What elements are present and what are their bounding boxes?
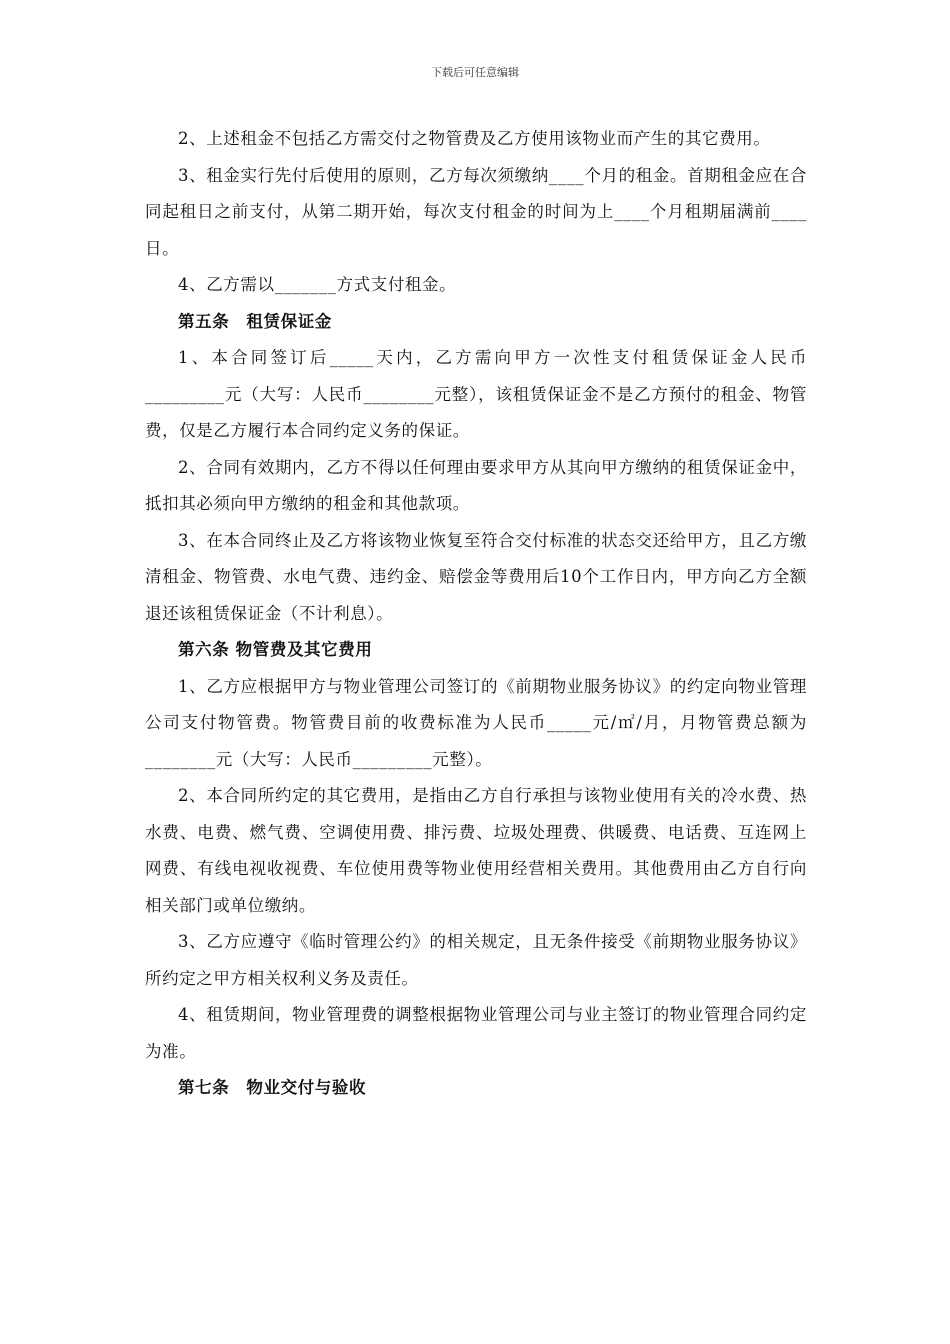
paragraph-rent-exclusions: 2、上述租金不包括乙方需交付之物管费及乙方使用该物业而产生的其它费用。: [178, 129, 771, 148]
paragraph-other-fees: 2、本合同所约定的其它费用，是指由乙方自行承担与该物业使用有关的冷水费、热水费、电费、燃气费、空调使用费、排污费、垃圾处理费、供暖费、电话费、互连网上网费、有线电视收视费、车位使用费等物业使用经营相关费用。其他费用由乙方自行向相关部门或单位缴纳。: [145, 786, 807, 915]
paragraph-fee-adjustment: 4、租赁期间，物业管理费的调整根据物业管理公司与业主签订的物业管理合同约定为准。: [145, 1005, 807, 1061]
section-heading-article-7: 第七条 物业交付与验收: [178, 1078, 367, 1097]
paragraph-management-convention: 3、乙方应遵守《临时管理公约》的相关规定，且无条件接受《前期物业服务协议》所约定之甲方相关权利义务及责任。: [145, 932, 807, 988]
section-heading-article-6: 第六条 物管费及其它费用: [178, 640, 373, 659]
page-header: 下载后可任意编辑: [431, 66, 519, 79]
document-body: [145, 121, 807, 1107]
paragraph-deposit-refund: 3、在本合同终止及乙方将该物业恢复至符合交付标准的状态交还给甲方，且乙方缴清租金、物管费、水电气费、违约金、赔偿金等费用后10个工作日内，甲方向乙方全额退还该租赁保证金（不计利息）。: [145, 530, 807, 623]
paragraph-deposit-payment: 1、本合同签订后_____天内，乙方需向甲方一次性支付租赁保证金人民币_________元（大写：人民币________元整），该租赁保证金不是乙方预付的租金、物管费，仅是乙方履行本合同约定义务的保证。: [145, 348, 807, 440]
section-heading-article-5: 第五条 租赁保证金: [178, 311, 332, 331]
paragraph-deposit-no-offset: 2、合同有效期内，乙方不得以任何理由要求甲方从其向甲方缴纳的租赁保证金中，抵扣其必须向甲方缴纳的租金和其他款项。: [145, 457, 807, 513]
paragraph-rent-payment-method: 4、乙方需以_______方式支付租金。: [178, 275, 457, 294]
paragraph-rent-payment-principle: 3、租金实行先付后使用的原则，乙方每次须缴纳____个月的租金。首期租金应在合同起租日之前支付，从第二期开始，每次支付租金的时间为上____个月租期届满前____日。: [145, 165, 807, 258]
paragraph-management-fee: 1、乙方应根据甲方与物业管理公司签订的《前期物业服务协议》的约定向物业管理公司支付物管费。物管费目前的收费标准为人民币_____元/㎡/月，月物管费总额为________元（大写：人民币_________元整）。: [145, 676, 807, 769]
